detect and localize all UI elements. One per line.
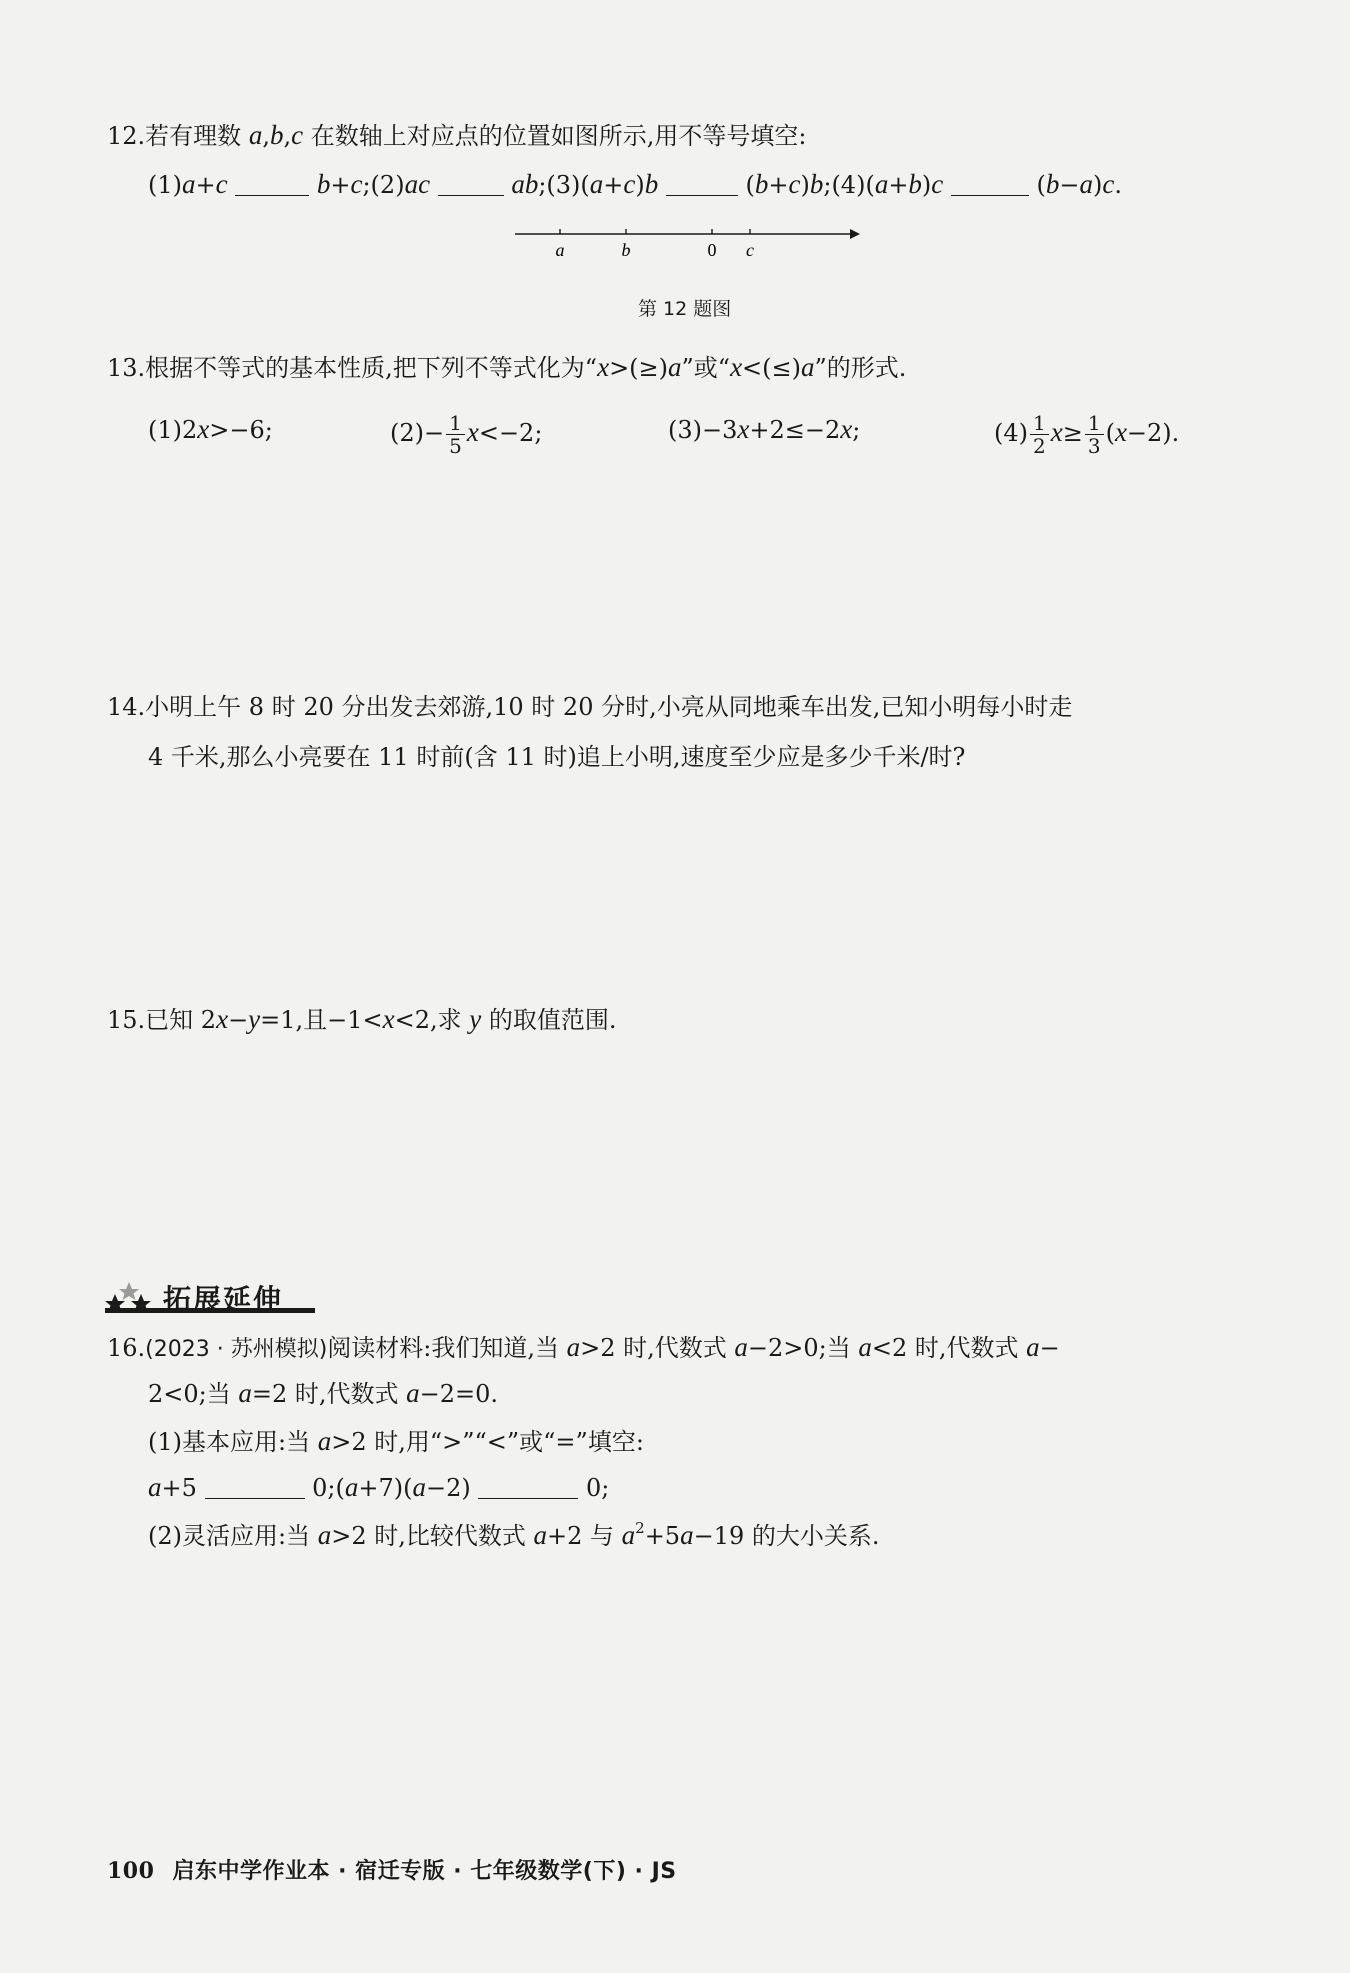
q14-text-1: 小明上午 8 时 20 分出发去郊游,10 时 20 分时,小亮从同地乘车出发,已知小明每小时走: [145, 693, 1073, 721]
q13-part-1: (1)2x>−6;: [148, 414, 273, 444]
q16-part-2-label: (2)灵活应用:: [148, 1522, 287, 1550]
number-line-figure: [510, 220, 860, 270]
q13-part-4: (4) $\frac{1}{2}$ x≥ $\frac{1}{3}$ (x−2).: [994, 411, 1180, 458]
q15-number: 15.: [107, 1006, 146, 1034]
q12-number: 12.: [107, 122, 146, 150]
q16-part-1-label: (1)基本应用:: [148, 1428, 287, 1456]
q12-blank-1[interactable]: [235, 173, 309, 196]
number-line-arrow: [850, 229, 860, 239]
q14-line-2: 4 千米,那么小亮要在 11 时前(含 11 时)追上小明,速度至少应是多少千米/时?: [148, 743, 966, 771]
q13-part-2: (2)− $\frac{1}{5}$ x<−2;: [390, 411, 543, 458]
label-a: a: [555, 240, 565, 260]
q16-source: (2023 · 苏州模拟): [145, 1337, 328, 1362]
q14-number: 14.: [107, 693, 146, 721]
q16-number: 16.: [107, 1334, 146, 1362]
q13-part-3: (3)−3x+2≤−2x;: [668, 414, 861, 444]
label-0: 0: [707, 240, 717, 260]
q13-stem: 13.根据不等式的基本性质,把下列不等式化为“x>(≥)a”或“x<(≤)a”的形式.: [107, 352, 907, 382]
q13-number: 13.: [107, 354, 146, 382]
page-footer: [107, 1854, 677, 1885]
q16-part-2: (2)灵活应用:当 a>2 时,比较代数式 a+2 与 $a^2+5a-19$ 的大小关系.: [148, 1519, 880, 1550]
page-number: 100: [107, 1858, 155, 1884]
section-title: 拓展延伸: [163, 1283, 284, 1316]
q15-text: 15.已知 2x−y=1,且−1<x<2,求 y 的取值范围.: [107, 1004, 617, 1034]
q16-part-1: (1)基本应用:当 a>2 时,用“>”“<”或“=”填空:: [148, 1426, 644, 1456]
q16-blank-1[interactable]: [205, 1476, 305, 1499]
q12-blank-3[interactable]: [666, 173, 738, 196]
q16-blank-2[interactable]: [478, 1476, 578, 1499]
section-heading: [105, 1272, 320, 1322]
q12-blank-2[interactable]: [438, 173, 504, 196]
q12-blanks: (1)a+c b+c;(2)ac ab;(3)(a+c)b (b+c)b;(4)(a+b)c (b−a)c.: [148, 169, 1123, 199]
q16-part-1-blanks: a+5 0;(a+7)(a−2) 0;: [148, 1472, 610, 1502]
q12-blank-4[interactable]: [951, 173, 1029, 196]
q16-line-1: 16.(2023 · 苏州模拟)阅读材料:我们知道,当 a>2 时,代数式 a−2>0;当 a<2 时,代数式 a−: [107, 1332, 1060, 1362]
label-c: c: [746, 240, 754, 260]
q12-figure-caption: 第 12 题图: [638, 298, 732, 320]
book-title: 启东中学作业本 · 宿迁专版 · 七年级数学(下) · JS: [172, 1859, 677, 1884]
q16-line-2: 2<0;当 a=2 时,代数式 a−2=0.: [148, 1378, 499, 1408]
label-b: b: [621, 240, 631, 260]
q14-line-1: [107, 690, 1072, 724]
q12-stem: 12.若有理数 a,b,c 在数轴上对应点的位置如图所示,用不等号填空:: [107, 120, 807, 150]
